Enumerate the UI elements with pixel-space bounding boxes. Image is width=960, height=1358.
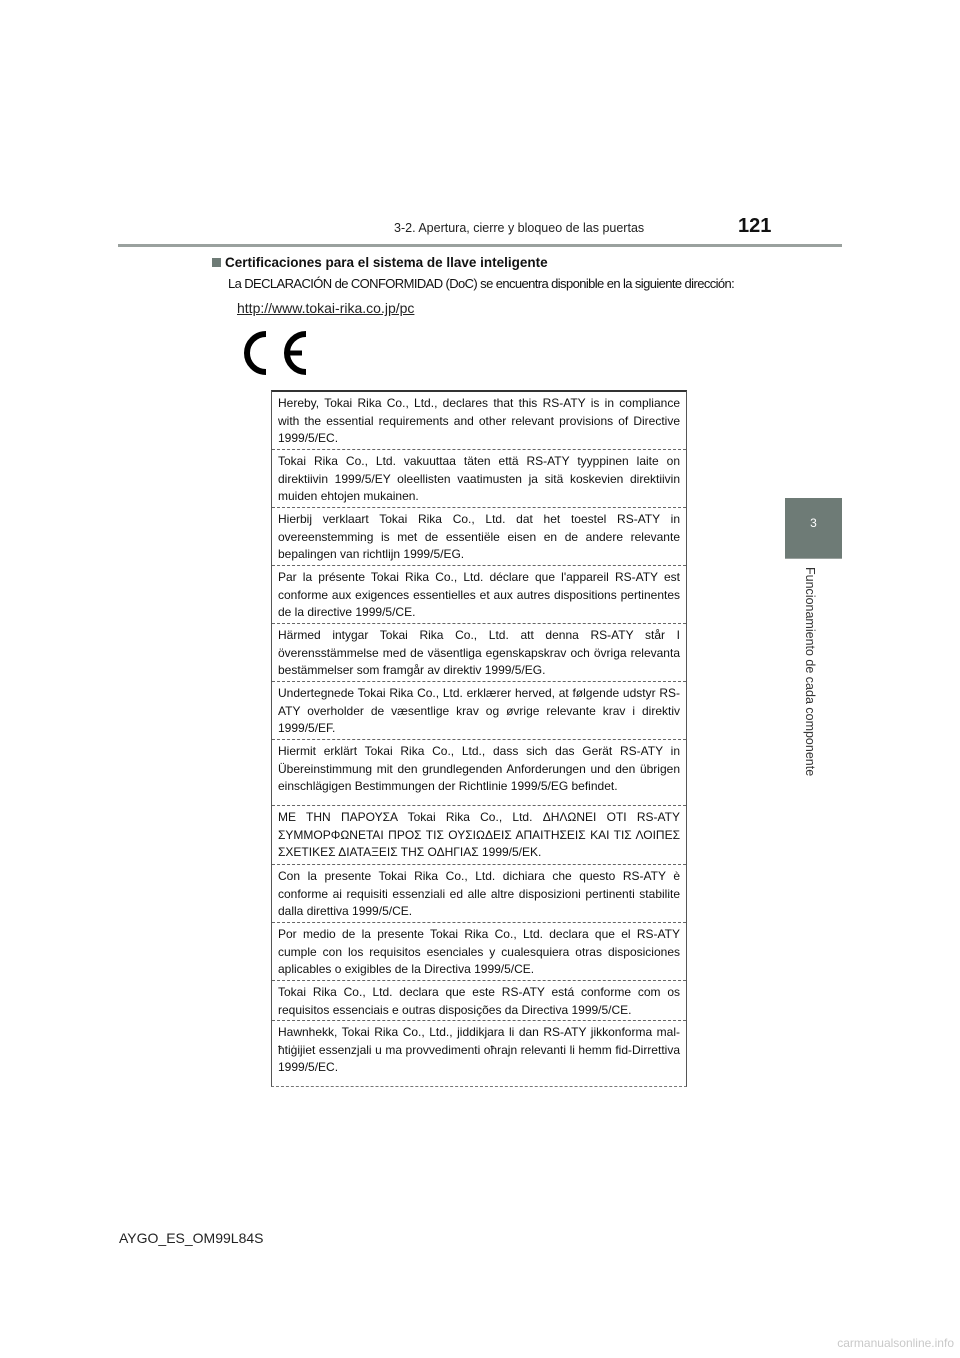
declaration-pt: Tokai Rika Co., Ltd. declara que este RS-ATY está conforme com os requisitos essenciais e outras disposições da Directiva 1999/5/CE.	[272, 981, 686, 1021]
watermark: carmanualsonline.info	[837, 1336, 954, 1350]
doc-url-link[interactable]: http://www.tokai-rika.co.jp/pc	[237, 300, 415, 316]
ce-mark-logo	[236, 330, 312, 376]
declarations-box	[271, 390, 687, 1087]
declaration-nl: Hierbij verklaart Tokai Rika Co., Ltd. dat het toestel RS-ATY in overeenstemming is met de essentiële eisen en de andere relevante bepalingen van richtlijn 1999/5/EG.	[272, 508, 686, 566]
declaration-sv: Härmed intygar Tokai Rika Co., Ltd. att denna RS-ATY står I överensstämmelse med de väsentliga egenskapskrav och övriga relevanta bestämmelser som framgår av direktiv 1999/5/EG.	[272, 624, 686, 682]
declaration-it: Con la presente Tokai Rika Co., Ltd. dichiara che questo RS-ATY è conforme ai requisiti essenziali ed alle altre disposizioni pertinenti stabilite dalla direttiva 1999/5/CE.	[272, 865, 686, 923]
page-number: 121	[738, 215, 772, 237]
chapter-tab-label: Funcionamiento de cada componente	[803, 567, 817, 777]
declaration-mt: Hawnhekk, Tokai Rika Co., Ltd., jiddikjara li dan RS-ATY jikkonforma mal-ħtiġijiet essenzjali u ma provvedimenti oħrajn relevanti li hemm fid-Dirrettiva 1999/5/EC.	[278, 1025, 680, 1074]
section-heading-text: Certificaciones para el sistema de llave inteligente	[225, 255, 548, 270]
chapter-tab-number: 3	[810, 516, 817, 530]
section-heading	[212, 255, 548, 270]
declaration-es: Por medio de la presente Tokai Rika Co., Ltd. declara que el RS-ATY cumple con los requisitos esenciales y cualesquiera otras disposiciones aplicables o exigibles de la Directiva 1999/5/CE.	[272, 923, 686, 981]
declaration-fi: Tokai Rika Co., Ltd. vakuuttaa täten että RS-ATY tyyppinen laite on direktiivin 1999/5/EY oleellisten vaatimusten ja sitä koskevien direktiivin muiden ehtojen mukainen.	[272, 450, 686, 508]
declaration-el: ΜΕ ΤΗΝ ΠΑΡΟΥΣΑ Tokai Rika Co., Ltd. ΔΗΛΩΝΕΙ ΟΤΙ RS-ATY ΣΥΜΜΟΡΦΩΝΕΤΑΙ ΠΡΟΣ ΤΙΣ ΟΥΣΙΩΔΕΙΣ ΑΠΑΙΤΗΣΕΙΣ ΚΑΙ ΤΙΣ ΛΟΙΠΕΣ ΣΧΕΤΙΚΕΣ ΔΙΑΤΑΞΕΙΣ ΤΗΣ ΟΔΗΓΙΑΣ 1999/5/ΕΚ.	[272, 806, 686, 865]
declaration-en: Hereby, Tokai Rika Co., Ltd., declares that this RS-ATY is in compliance with the essential requirements and other relevant provisions of Directive 1999/5/EC.	[272, 392, 686, 450]
footer-manual-code: AYGO_ES_OM99L84S	[119, 1230, 264, 1246]
header-section-title: 3-2. Apertura, cierre y bloqueo de las puertas	[394, 221, 645, 235]
doc-availability-text: La DECLARACIÓN de CONFORMIDAD (DoC) se encuentra disponible en la siguiente dirección:	[228, 276, 735, 291]
declaration-fr: Par la présente Tokai Rika Co., Ltd. déclare que l'appareil RS-ATY est conforme aux exigences essentielles et aux autres dispositions pertinentes de la directive 1999/5/CE.	[272, 566, 686, 624]
declaration-de: Hiermit erklärt Tokai Rika Co., Ltd., dass sich das Gerät RS-ATY in Übereinstimmung mit den grundlegenden Anforderungen und den übrigen einschlägigen Bestimmungen der Richtlinie 1999/5/EG befindet.	[272, 740, 686, 806]
chapter-tab-divider	[785, 558, 842, 559]
square-bullet-icon	[212, 258, 221, 267]
declaration-da: Undertegnede Tokai Rika Co., Ltd. erklærer herved, at følgende udstyr RS-ATY overholder de væsentlige krav og øvrige relevante krav i direktiv 1999/5/EF.	[272, 682, 686, 740]
chapter-tab	[785, 498, 842, 558]
header-rule	[118, 244, 842, 247]
